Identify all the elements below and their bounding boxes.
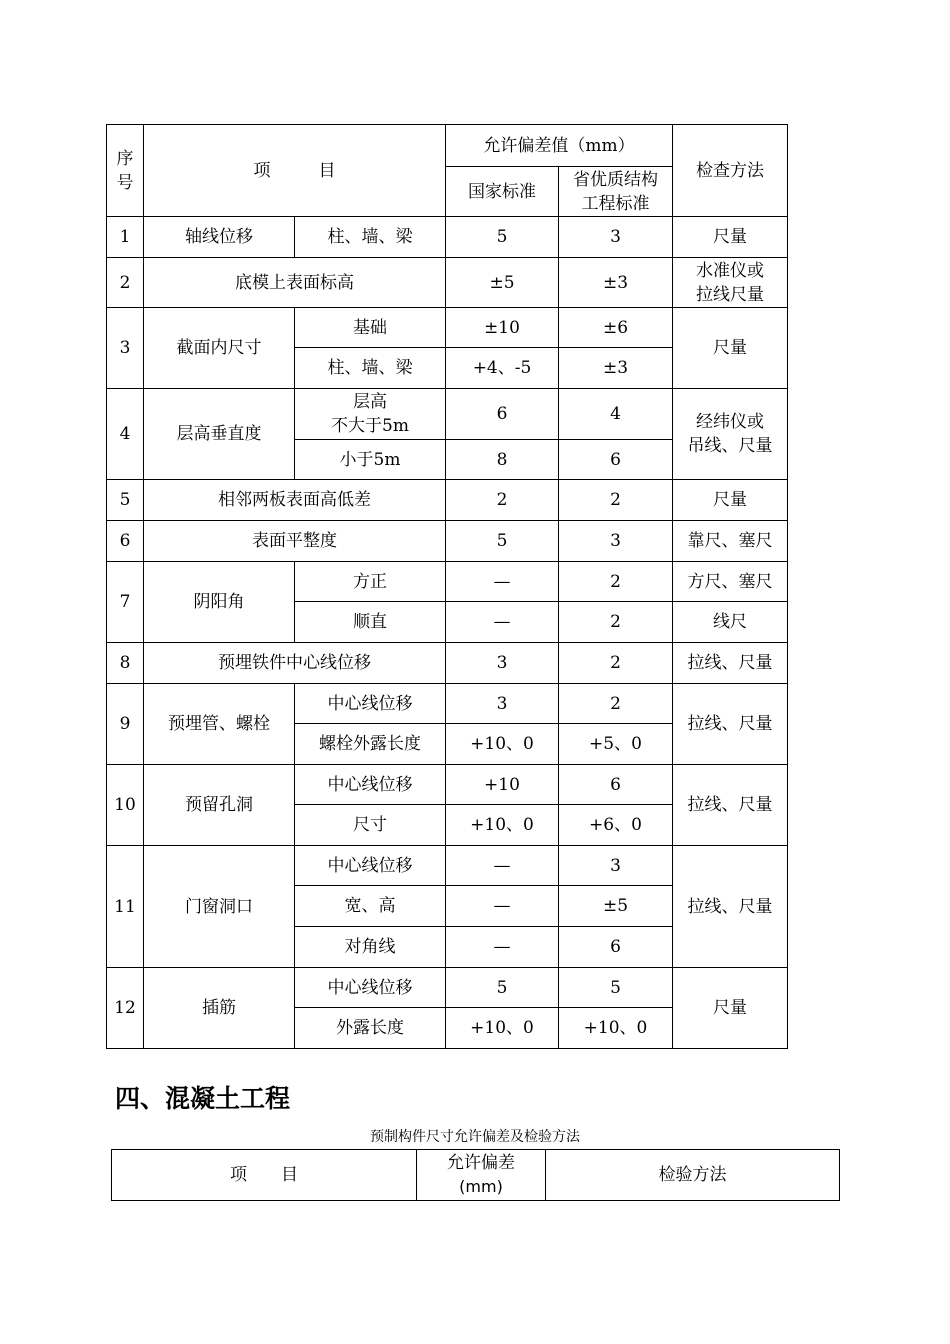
row-method: 拉线、尺量 — [673, 684, 788, 765]
row-provincial: +5、0 — [559, 724, 673, 765]
row-item: 门窗洞口 — [144, 846, 295, 968]
row-national: 2 — [446, 480, 559, 521]
row-subitem: 柱、墙、梁 — [295, 217, 446, 258]
row-national: +10 — [446, 765, 559, 805]
row-no: 10 — [107, 765, 144, 846]
row-item: 阴阳角 — [144, 562, 295, 643]
row-provincial: ±6 — [559, 308, 673, 348]
row-national: — — [446, 602, 559, 643]
table-row — [107, 846, 788, 886]
row-no: 8 — [107, 643, 144, 684]
precast-tolerance-table — [111, 1149, 840, 1201]
row-subitem: 中心线位移 — [295, 846, 446, 886]
row-national: ±10 — [446, 308, 559, 348]
row-national: +10、0 — [446, 724, 559, 765]
row-provincial: 3 — [559, 846, 673, 886]
row-item: 层高垂直度 — [144, 389, 295, 480]
row-provincial: ±5 — [559, 886, 673, 927]
row-no: 5 — [107, 480, 144, 521]
table-row — [107, 643, 788, 684]
row-method: 尺量 — [673, 968, 788, 1049]
table-row — [107, 308, 788, 348]
row-national: 3 — [446, 643, 559, 684]
table-row — [107, 968, 788, 1008]
row-subitem: 中心线位移 — [295, 765, 446, 805]
row-method: 拉线、尺量 — [673, 765, 788, 846]
row-provincial: ±3 — [559, 258, 673, 308]
table-row — [107, 480, 788, 521]
row-provincial: +10、0 — [559, 1008, 673, 1049]
row-provincial: 6 — [559, 440, 673, 480]
row-item: 预留孔洞 — [144, 765, 295, 846]
row-subitem: 中心线位移 — [295, 968, 446, 1008]
row-no: 2 — [107, 258, 144, 308]
header-row — [107, 125, 788, 167]
row-provincial: 2 — [559, 480, 673, 521]
row-no: 9 — [107, 684, 144, 765]
row-subitem: 基础 — [295, 308, 446, 348]
row-subitem: 对角线 — [295, 927, 446, 968]
row-provincial: 5 — [559, 968, 673, 1008]
row-method: 拉线、尺量 — [673, 643, 788, 684]
table-row — [107, 765, 788, 805]
row-national: +4、-5 — [446, 348, 559, 389]
row-no: 1 — [107, 217, 144, 258]
header-seq: 序 号 — [107, 125, 144, 217]
row-method: 线尺 — [673, 602, 788, 643]
row-national: 5 — [446, 521, 559, 562]
row-method: 水准仪或 拉线尺量 — [673, 258, 788, 308]
row-national: +10、0 — [446, 805, 559, 846]
row-provincial: 4 — [559, 389, 673, 440]
table-row — [107, 521, 788, 562]
row-no: 11 — [107, 846, 144, 968]
row-no: 12 — [107, 968, 144, 1049]
header-tolerance: 允许偏差 (mm) — [417, 1150, 546, 1201]
row-national: 5 — [446, 968, 559, 1008]
row-national: 3 — [446, 684, 559, 724]
table-row — [107, 684, 788, 724]
row-national: — — [446, 846, 559, 886]
row-provincial: 3 — [559, 217, 673, 258]
row-national: 6 — [446, 389, 559, 440]
row-method: 尺量 — [673, 480, 788, 521]
row-provincial: ±3 — [559, 348, 673, 389]
header-row — [112, 1150, 840, 1201]
row-national: 5 — [446, 217, 559, 258]
row-national: +10、0 — [446, 1008, 559, 1049]
row-method: 拉线、尺量 — [673, 846, 788, 968]
row-national: — — [446, 886, 559, 927]
row-no: 3 — [107, 308, 144, 389]
row-national: — — [446, 562, 559, 602]
row-subitem: 层高 不大于5m — [295, 389, 446, 440]
table-row — [107, 217, 788, 258]
row-subitem: 柱、墙、梁 — [295, 348, 446, 389]
row-method: 靠尺、塞尺 — [673, 521, 788, 562]
header-national: 国家标准 — [446, 167, 559, 217]
row-item: 表面平整度 — [144, 521, 446, 562]
row-national: ±5 — [446, 258, 559, 308]
row-subitem: 小于5m — [295, 440, 446, 480]
row-no: 4 — [107, 389, 144, 480]
row-item: 预埋管、螺栓 — [144, 684, 295, 765]
header-provincial: 省优质结构 工程标准 — [559, 167, 673, 217]
row-item: 插筋 — [144, 968, 295, 1049]
row-item: 截面内尺寸 — [144, 308, 295, 389]
row-provincial: 6 — [559, 927, 673, 968]
header-method: 检查方法 — [673, 125, 788, 217]
row-provincial: 6 — [559, 765, 673, 805]
row-provincial: 3 — [559, 521, 673, 562]
row-subitem: 方正 — [295, 562, 446, 602]
row-national: — — [446, 927, 559, 968]
tolerance-table — [106, 124, 788, 1049]
table-row — [107, 258, 788, 308]
table-row — [107, 562, 788, 602]
row-provincial: 2 — [559, 643, 673, 684]
table-caption: 预制构件尺寸允许偏差及检验方法 — [370, 1129, 580, 1145]
row-subitem: 中心线位移 — [295, 684, 446, 724]
header-item: 项 目 — [112, 1150, 417, 1201]
row-subitem: 螺栓外露长度 — [295, 724, 446, 765]
row-provincial: 2 — [559, 562, 673, 602]
row-method: 经纬仪或 吊线、尺量 — [673, 389, 788, 480]
header-tolerance: 允许偏差值（mm） — [446, 125, 673, 167]
row-subitem: 外露长度 — [295, 1008, 446, 1049]
table-row — [107, 389, 788, 440]
row-method: 方尺、塞尺 — [673, 562, 788, 602]
row-item: 轴线位移 — [144, 217, 295, 258]
row-method: 尺量 — [673, 308, 788, 389]
row-item: 底模上表面标高 — [144, 258, 446, 308]
row-provincial: 2 — [559, 602, 673, 643]
row-item: 预埋铁件中心线位移 — [144, 643, 446, 684]
row-item: 相邻两板表面高低差 — [144, 480, 446, 521]
row-no: 6 — [107, 521, 144, 562]
section-heading: 四、混凝土工程 — [115, 1084, 291, 1113]
row-method: 尺量 — [673, 217, 788, 258]
row-subitem: 宽、高 — [295, 886, 446, 927]
header-method: 检验方法 — [546, 1150, 840, 1201]
row-provincial: 2 — [559, 684, 673, 724]
row-national: 8 — [446, 440, 559, 480]
row-subitem: 顺直 — [295, 602, 446, 643]
header-item: 项 目 — [144, 125, 446, 217]
row-provincial: +6、0 — [559, 805, 673, 846]
row-subitem: 尺寸 — [295, 805, 446, 846]
row-no: 7 — [107, 562, 144, 643]
